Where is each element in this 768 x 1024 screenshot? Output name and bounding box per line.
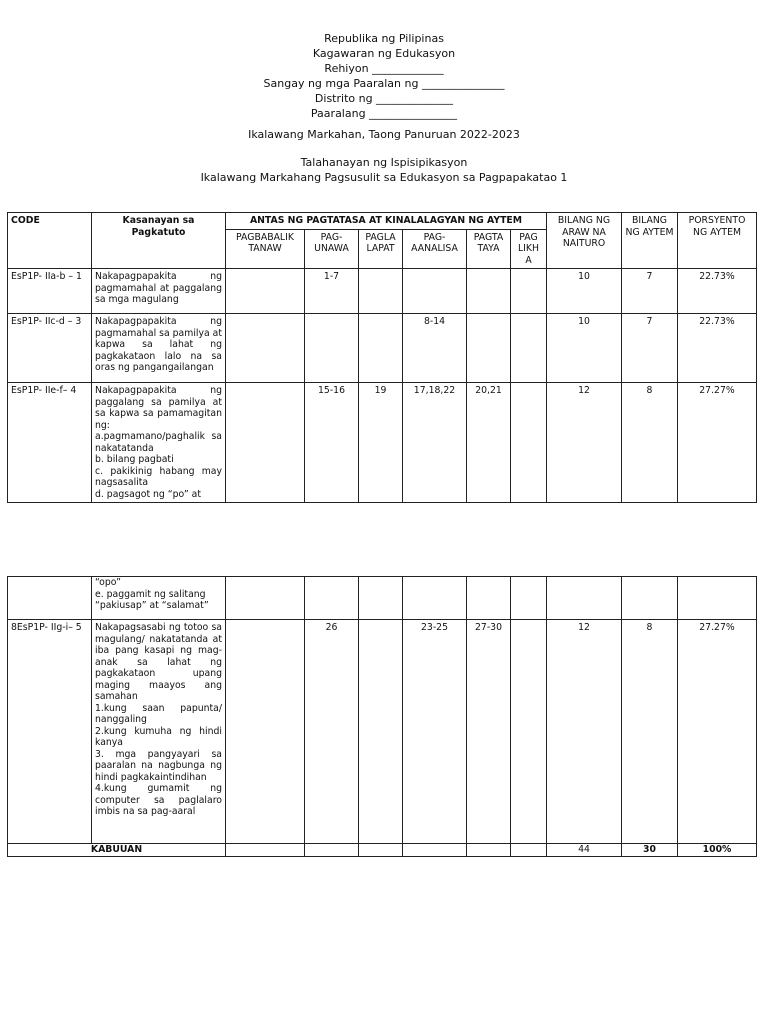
table-row <box>8 269 757 314</box>
row-level-remember <box>226 620 305 844</box>
header-line-district: Distrito ng ______________ <box>314 92 454 105</box>
row-level-analyze: 17,18,22 <box>403 383 467 503</box>
row-competency: Nakapagpapakita ng pagmamahal sa pamilya at kapwa sa lahat ng pagkakataon lalo na sa oras ng pangangailangan <box>92 314 226 383</box>
header-competency: Kasanayan sa Pagkatuto <box>92 213 226 269</box>
row-level-create <box>511 383 547 503</box>
total-level-analyze <box>403 844 467 857</box>
header-percent: PORSYENTO NG AYTEM <box>678 213 757 269</box>
row-level-create <box>511 577 547 620</box>
row-level-understand: 1-7 <box>305 269 359 314</box>
total-items: 30 <box>622 844 678 857</box>
row-items: 8 <box>622 620 678 844</box>
competency-line: d. pagsagot ng “po” at <box>95 488 201 500</box>
row-competency: Nakapagpapakita ng pagmamahal at paggalang sa mga magulang <box>92 269 226 314</box>
row-competency <box>92 620 226 844</box>
row-code <box>8 577 92 620</box>
header-line-school: Paaralang ________________ <box>310 107 458 120</box>
row-level-evaluate: 27-30 <box>467 620 511 844</box>
document-header <box>0 31 768 121</box>
header-items: BILANG NG AYTEM <box>622 213 678 269</box>
competency-line: 4.kung gumamit ng computer sa paglalaro imbis na sa pag-aaral <box>95 783 222 817</box>
row-level-remember <box>226 383 305 503</box>
row-days: 10 <box>547 314 622 383</box>
row-level-apply <box>359 269 403 314</box>
header-days: BILANG NG ARAW NA NAITURO <box>547 213 622 269</box>
row-days: 10 <box>547 269 622 314</box>
row-days: 12 <box>547 620 622 844</box>
row-level-analyze <box>403 577 467 620</box>
row-level-remember <box>226 314 305 383</box>
header-level-create: PAG LIKH A <box>511 229 547 269</box>
row-code: EsP1P- IIa-b – 1 <box>8 269 92 314</box>
competency-line: c. pakikinig habang may nagsasalita <box>95 465 222 488</box>
total-level-evaluate <box>467 844 511 857</box>
row-level-create <box>511 269 547 314</box>
title-line-2: Ikalawang Markahang Pagsusulit sa Edukasyon sa Pagpapakatao 1 <box>200 171 568 184</box>
row-percent: 27.27% <box>678 620 757 844</box>
header-code: CODE <box>8 213 92 269</box>
row-level-apply <box>359 577 403 620</box>
total-label: KABUUAN <box>8 844 226 857</box>
row-level-create <box>511 314 547 383</box>
row-items: 7 <box>622 314 678 383</box>
row-level-create <box>511 620 547 844</box>
header-line-republic: Republika ng Pilipinas <box>324 32 444 45</box>
header-row-1 <box>8 213 757 230</box>
row-level-evaluate <box>467 269 511 314</box>
row-competency <box>92 577 226 620</box>
row-level-remember <box>226 269 305 314</box>
total-level-understand <box>305 844 359 857</box>
quarter-line: Ikalawang Markahan, Taong Panuruan 2022-2023 <box>248 128 520 141</box>
total-days: 44 <box>547 844 622 857</box>
total-level-remember <box>226 844 305 857</box>
total-level-apply <box>359 844 403 857</box>
competency-line: b. bilang pagbati <box>95 454 174 465</box>
table-row-continued <box>8 577 757 620</box>
competency-line: a.pagmamano/paghalik sa nakatatanda <box>95 431 222 454</box>
row-competency <box>92 383 226 503</box>
row-level-understand: 15-16 <box>305 383 359 503</box>
row-percent: 22.73% <box>678 269 757 314</box>
row-code: EsP1P- IIe-f– 4 <box>8 383 92 503</box>
document-title <box>0 155 768 185</box>
row-percent: 22.73% <box>678 314 757 383</box>
title-line-1: Talahanayan ng Ispisipikasyon <box>300 156 468 169</box>
row-level-evaluate <box>467 577 511 620</box>
row-percent <box>678 577 757 620</box>
header-level-understand: PAG-UNAWA <box>305 229 359 269</box>
row-code: EsP1P- IIc-d – 3 <box>8 314 92 383</box>
header-level-evaluate: PAGTA TAYA <box>467 229 511 269</box>
table-row <box>8 383 757 503</box>
total-row <box>8 844 757 857</box>
table-row <box>8 314 757 383</box>
total-level-create <box>511 844 547 857</box>
row-items: 7 <box>622 269 678 314</box>
total-percent: 100% <box>678 844 757 857</box>
row-level-evaluate <box>467 314 511 383</box>
row-level-evaluate: 20,21 <box>467 383 511 503</box>
row-level-apply <box>359 314 403 383</box>
competency-line: e. paggamit ng salitang “pakiusap” at “salamat” <box>95 588 209 611</box>
competency-line: Nakapagsasabi ng totoo sa magulang/ nakatatanda at iba pang kasapi ng mag-anak sa lahat ng pagkakataon upang maging maayos ang samahan <box>95 622 222 702</box>
competency-line: 2.kung kumuha ng hindi kanya <box>95 725 222 748</box>
header-line-department: Kagawaran ng Edukasyon <box>312 47 456 60</box>
header-level-analyze: PAG-AANALISA <box>403 229 467 269</box>
row-days <box>547 577 622 620</box>
row-items <box>622 577 678 620</box>
competency-line: “opo” <box>95 577 121 588</box>
header-level-apply: PAGLA LAPAT <box>359 229 403 269</box>
row-level-apply <box>359 620 403 844</box>
row-level-analyze: 8-14 <box>403 314 467 383</box>
header-level-remember: PAGBABALIK TANAW <box>226 229 305 269</box>
row-days: 12 <box>547 383 622 503</box>
header-levels-group: ANTAS NG PAGTATASA AT KINALALAGYAN NG AYTEM <box>226 213 547 230</box>
competency-line: 3. mga pangyayari sa paaralan na nagbunga ng hindi pagkakaintindihan <box>95 748 222 783</box>
row-level-apply: 19 <box>359 383 403 503</box>
row-level-remember <box>226 577 305 620</box>
row-items: 8 <box>622 383 678 503</box>
competency-line: 1.kung saan papunta/ nanggaling <box>95 702 222 725</box>
header-line-division: Sangay ng mga Paaralan ng _______________ <box>263 77 505 90</box>
row-level-understand <box>305 577 359 620</box>
row-level-understand <box>305 314 359 383</box>
row-level-understand: 26 <box>305 620 359 844</box>
row-level-analyze <box>403 269 467 314</box>
competency-line: Nakapagpapakita ng paggalang sa pamilya at sa kapwa sa pamamagitan ng: <box>95 385 222 431</box>
header-line-region: Rehiyon _____________ <box>324 62 444 75</box>
row-percent: 27.27% <box>678 383 757 503</box>
table-row <box>8 620 757 844</box>
specification-table-continued <box>7 576 757 857</box>
row-level-analyze: 23-25 <box>403 620 467 844</box>
row-code: 8EsP1P- IIg-i– 5 <box>8 620 92 844</box>
specification-table <box>7 212 757 503</box>
